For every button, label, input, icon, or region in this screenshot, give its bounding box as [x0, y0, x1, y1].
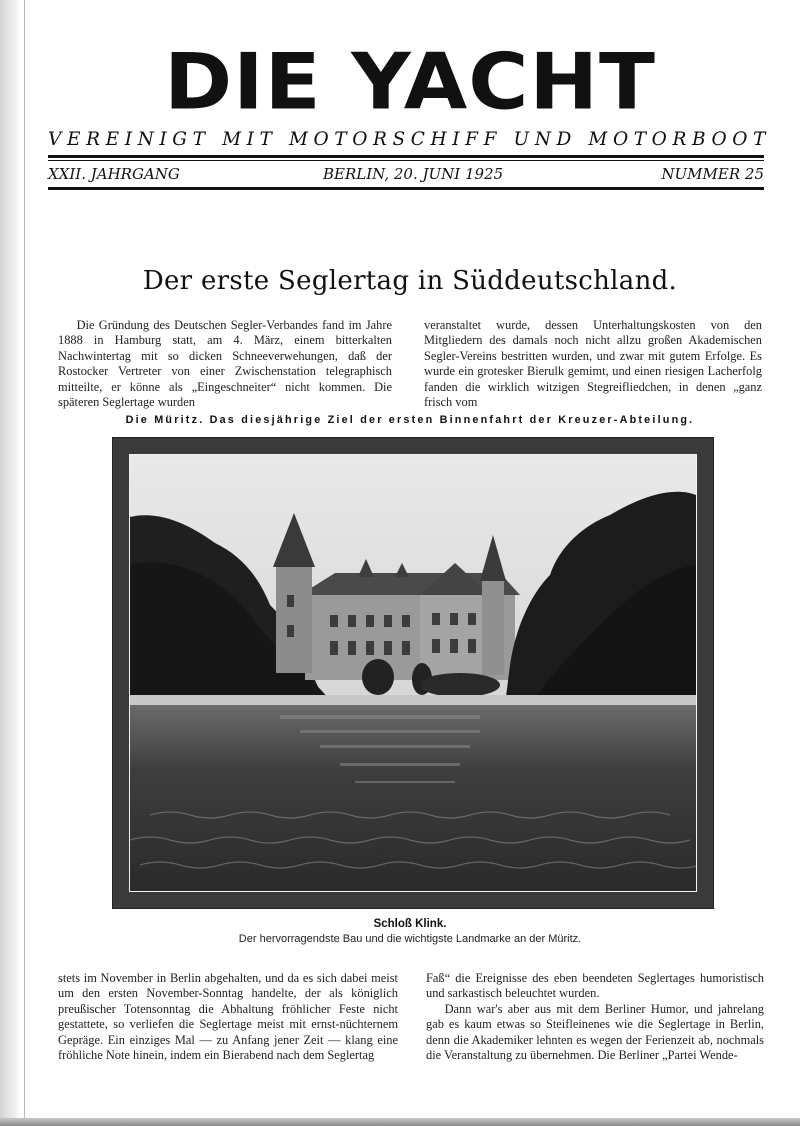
article-paragraph: stets im November in Berlin abgehalten, und da es sich dabei meist um den ersten November-Sonntag handelte, der als königlich preußischer Totensonntag die Abhaltung fröhlicher Feste nicht gestattete, so verliefen die Seglertage meist mit ernst-nüchternem Gepräge. Ein einziges Mal — zu Anfang jener Zeit — klang eine fröhliche Note hinein, indem ein Bierabend nach dem Seglertag [58, 971, 398, 1063]
figure-caption-title: Schloß Klink. [373, 918, 447, 930]
article-paragraph: veranstaltet wurde, dessen Unterhaltungskosten von den Mitgliedern des damals noch nicht allzu großen Akademischen Segler-Vereins bestritten wurden, und zwar mit gutem Erfolge. Es wurde ein grotesker Bierulk gemimt, und einen riesigen Lacherfolg fanden die wirklich witzigen Stegreifliedchen, in denen „ganz frisch vom [424, 318, 762, 410]
masthead-title: DIE YACHT [164, 37, 656, 128]
issue-volume: XXII. JAHRGANG [48, 165, 180, 183]
article-column-top-right [424, 318, 762, 410]
figure-heading: Die Müritz. Das diesjährige Ziel der ersten Binnenfahrt der Kreuzer-Abteilung. [125, 414, 695, 426]
article-paragraph: Faß“ die Ereignisse des eben beendeten Seglertages humoristisch und sarkastisch beleuchtet wurden. [426, 971, 764, 1001]
masthead-rule-top [48, 155, 764, 158]
article-column-bottom-left [58, 971, 398, 1063]
article-paragraph: Die Gründung des Deutschen Segler-Verbandes fand im Jahre 1888 in Hamburg statt, am 4. März, einem bitterkalten Nachwintertag mit so dicken Schneeverwehungen, daß der Rostocker Vertreter von einer Zwischenstation telegraphisch mitteilte, er könne als „Eingeschneiter“ nicht kommen. Die späteren Seglertage wurden [58, 318, 392, 410]
castle-lake-photo [130, 455, 696, 891]
figure-frame [113, 438, 713, 908]
magazine-page [30, 0, 790, 1118]
article-column-top-left [58, 318, 392, 410]
article-column-bottom-right [426, 971, 764, 1063]
figure-caption-description: Der hervorragendste Bau und die wichtigste Landmarke an der Müritz. [238, 933, 582, 945]
issue-line [48, 165, 764, 185]
article-title: Der erste Seglertag in Süddeutschland. [142, 266, 678, 296]
issue-number: NUMMER 25 [661, 165, 764, 183]
masthead-subtitle: VEREINIGT MIT MOTORSCHIFF UND MOTORBOOT [48, 129, 771, 150]
page-bottom-edge [0, 1118, 800, 1126]
issue-date: BERLIN, 20. JUNI 1925 [323, 165, 504, 183]
masthead-rule-bottom [48, 187, 764, 190]
masthead-rule-thin [48, 160, 764, 161]
page-binding-edge [0, 0, 25, 1126]
article-paragraph: Dann war's aber aus mit dem Berliner Humor, und jahrelang gab es kaum etwas so Steifleinenes wie die Seglertage in Berlin, denn die Akademiker lehnten es wegen der Ferienzeit ab, nochmals die Veranstaltung zu übernehmen. Die Berliner „Partei Wende- [426, 1001, 764, 1063]
